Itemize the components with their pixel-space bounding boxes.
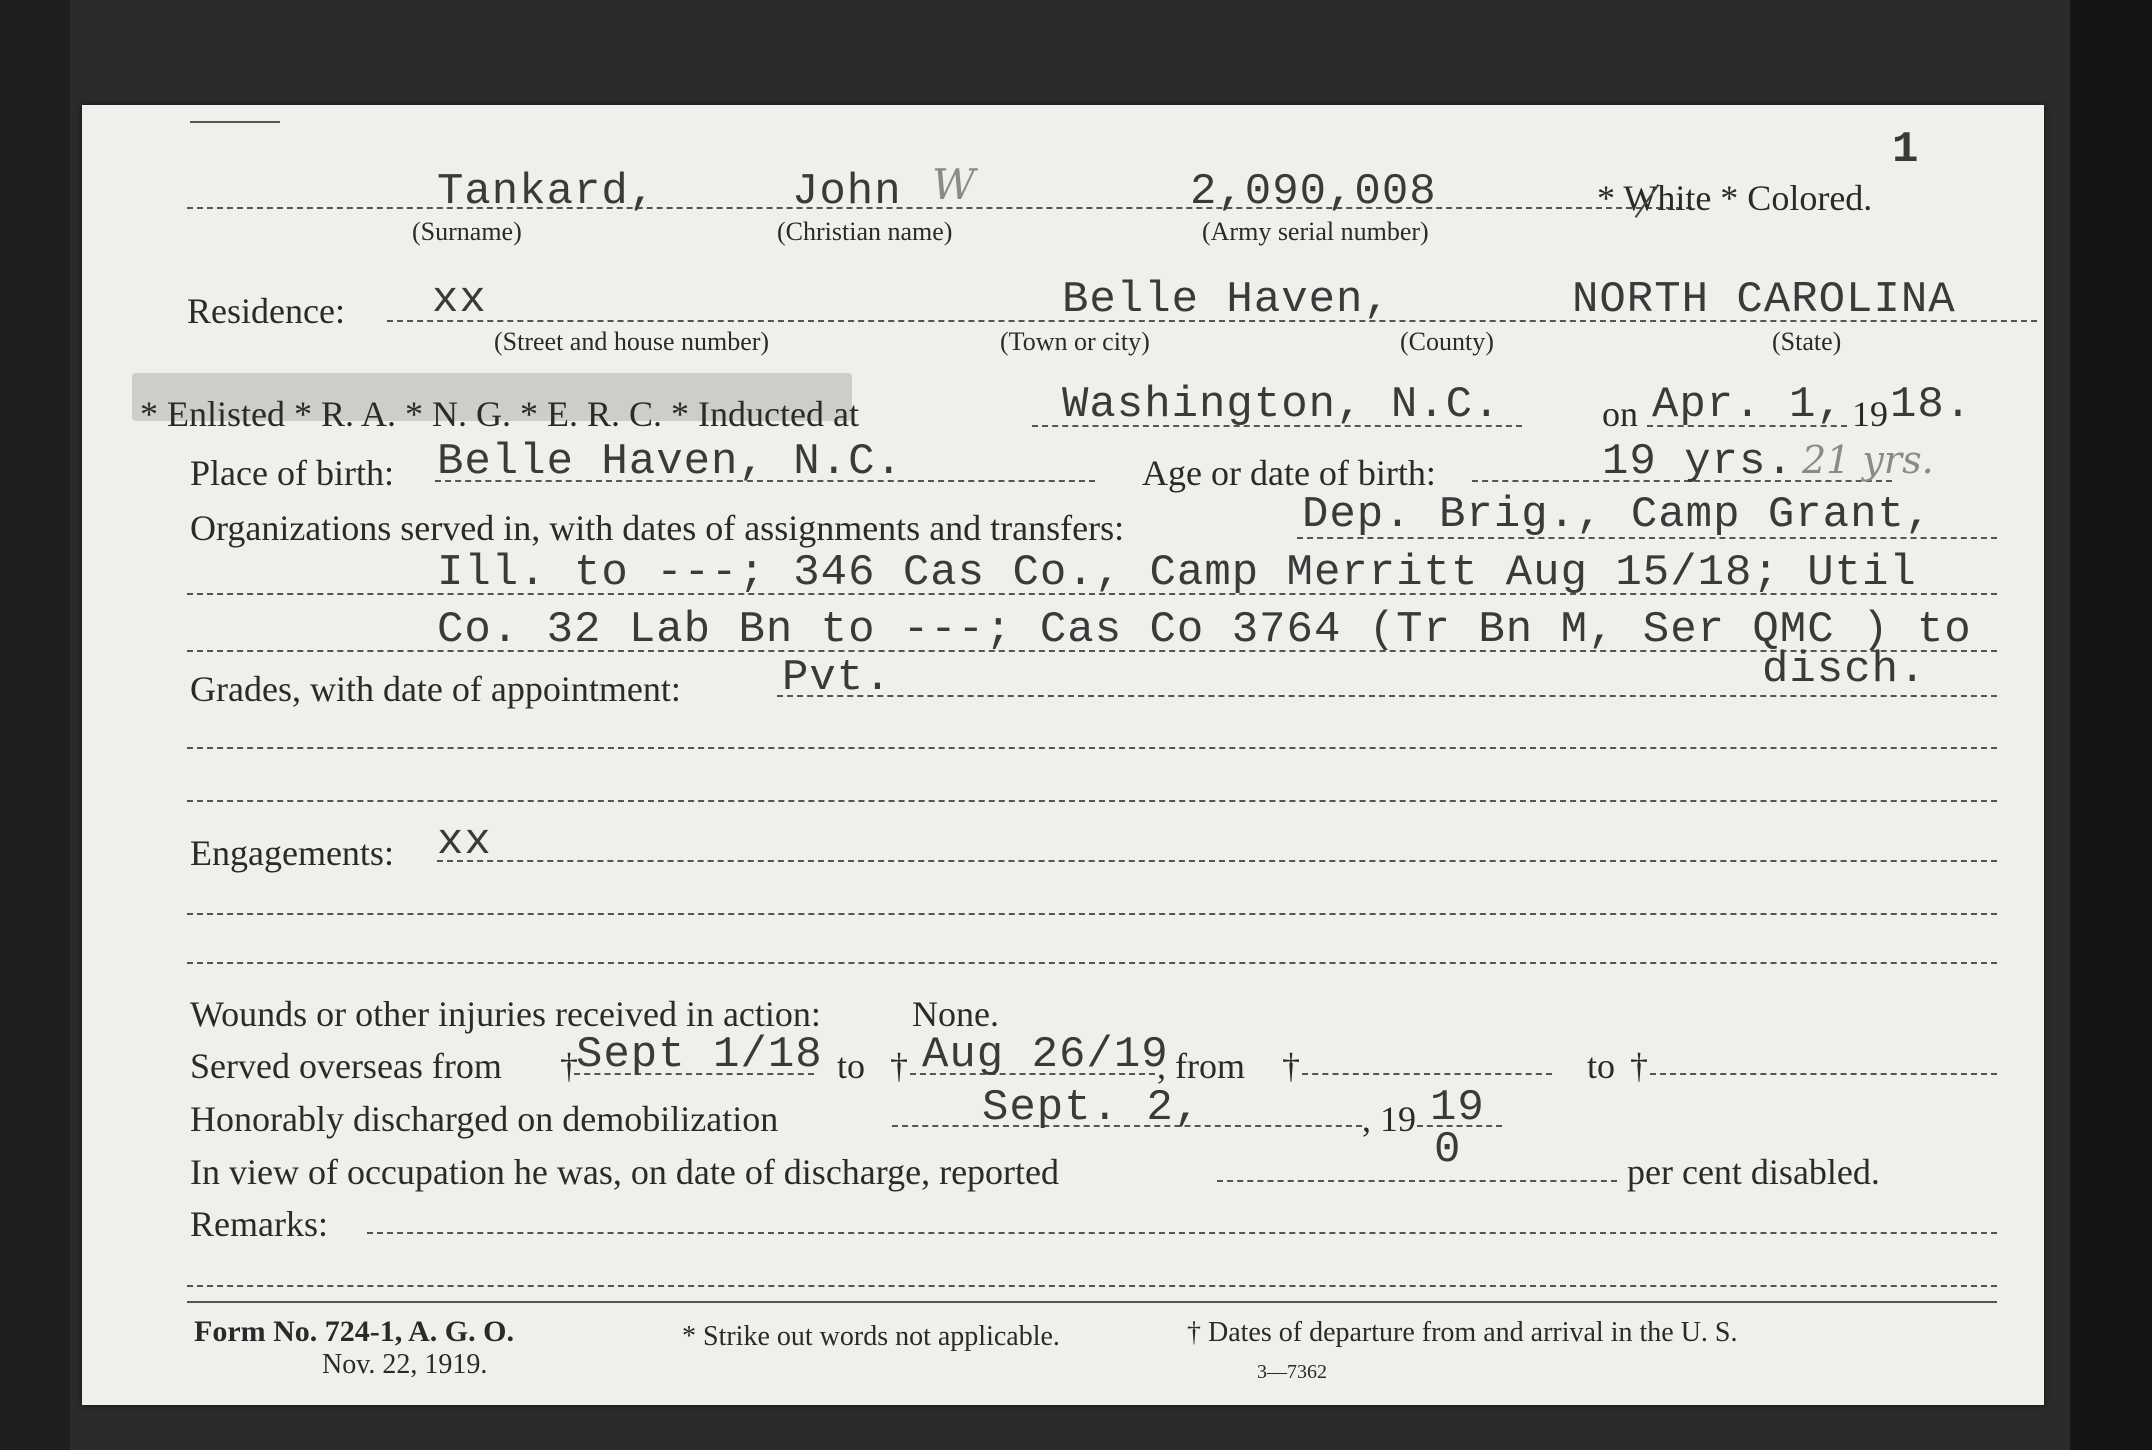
birth-place: Belle Haven, N.C. xyxy=(437,437,903,487)
race-options: * White * Colored. xyxy=(1597,178,1873,218)
organizations-line2: Ill. to ---; 346 Cas Co., Camp Merritt Aug 15/18; Util xyxy=(437,548,1917,598)
residence-label: Residence: xyxy=(187,291,345,331)
disability-suffix: per cent disabled. xyxy=(1627,1152,1880,1192)
footnote-dates: † Dates of departure from and arrival in the U. S. xyxy=(1187,1317,1738,1348)
town-caption: (Town or city) xyxy=(1000,327,1150,356)
overseas-from-line-2 xyxy=(1302,1073,1552,1075)
enlistment-options: * Enlisted * R. A. * N. G. * E. R. C. * Inducted at xyxy=(140,394,859,434)
form-number: Form No. 724-1, A. G. O. xyxy=(194,1315,514,1348)
street-caption: (Street and house number) xyxy=(494,327,770,356)
age-handwritten: 21 yrs. xyxy=(1802,438,1934,482)
wounds-value: None. xyxy=(912,994,999,1034)
blank-line-1 xyxy=(187,747,1997,749)
county-caption: (County) xyxy=(1400,327,1494,356)
enlisted-date: Apr. 1, xyxy=(1652,380,1844,430)
overseas-dagger-3: † xyxy=(1282,1046,1300,1086)
grades-line xyxy=(777,695,1997,697)
scan-right-border xyxy=(2070,0,2152,1450)
grades-label: Grades, with date of appointment: xyxy=(190,669,681,709)
blank-line-2 xyxy=(187,800,1997,802)
army-serial-number: 2,090,008 xyxy=(1190,167,1437,217)
print-code: 3—7362 xyxy=(1257,1361,1327,1383)
disability-label: In view of occupation he was, on date of discharge, reported xyxy=(190,1152,1060,1192)
organizations-line4: disch. xyxy=(1762,645,1927,695)
overseas-dagger-1: † xyxy=(560,1046,578,1086)
christian-name: John xyxy=(792,167,902,217)
form-date: Nov. 22, 1919. xyxy=(322,1349,488,1380)
remarks-line-1 xyxy=(367,1232,1997,1234)
middle-initial-handwritten: W xyxy=(932,160,976,209)
remarks-label: Remarks: xyxy=(190,1204,328,1244)
surname: Tankard, xyxy=(437,167,657,217)
residence-street: xx xyxy=(432,275,487,325)
residence-state: NORTH CAROLINA xyxy=(1572,275,1956,325)
residence-town: Belle Haven, xyxy=(1062,275,1391,325)
surname-caption: (Surname) xyxy=(412,217,522,246)
discharge-label: Honorably discharged on demobilization xyxy=(190,1099,779,1139)
overseas-to-date: Aug 26/19 xyxy=(922,1030,1169,1080)
overseas-dagger-2: † xyxy=(890,1046,908,1086)
serial-caption: (Army serial number) xyxy=(1202,217,1429,246)
grades-value: Pvt. xyxy=(782,653,892,703)
overseas-from-label-2: , from xyxy=(1157,1046,1245,1086)
age-label: Age or date of birth: xyxy=(1142,453,1436,493)
overseas-to-line-2 xyxy=(1650,1073,1997,1075)
discharge-date: Sept. 2, xyxy=(982,1083,1202,1133)
footer-rule xyxy=(187,1301,1997,1303)
discharge-year-suffix: 19 xyxy=(1430,1083,1485,1133)
overseas-from-date: Sept 1/18 xyxy=(576,1030,823,1080)
organizations-label: Organizations served in, with dates of assignments and transfers: xyxy=(190,508,1125,548)
inducted-place: Washington, N.C. xyxy=(1062,380,1501,430)
scan-left-border xyxy=(0,0,70,1450)
discharge-year-prefix: , 19 xyxy=(1362,1099,1416,1139)
disability-value: 0 xyxy=(1434,1125,1462,1175)
organizations-line3: Co. 32 Lab Bn to ---; Cas Co 3764 (Tr Bn M, Ser QMC ) to xyxy=(437,605,1972,655)
wounds-label: Wounds or other injuries received in action: xyxy=(190,994,821,1034)
footnote-strike: * Strike out words not applicable. xyxy=(682,1321,1060,1352)
disability-line xyxy=(1217,1180,1617,1182)
overseas-to-label-2: to xyxy=(1587,1046,1616,1086)
overseas-to-label: to xyxy=(837,1046,866,1086)
top-left-mark xyxy=(190,121,280,123)
card-number: 1 xyxy=(1892,125,1920,175)
enlisted-year-suffix: 18. xyxy=(1890,380,1973,430)
overseas-dagger-4: † xyxy=(1630,1046,1648,1086)
blank-line-3 xyxy=(187,913,1997,915)
organizations-line1: Dep. Brig., Camp Grant, xyxy=(1302,490,1933,540)
blank-line-4 xyxy=(187,962,1997,964)
enlisted-year-prefix: 19 xyxy=(1852,394,1888,434)
service-record-card xyxy=(82,105,2044,1405)
overseas-label: Served overseas from xyxy=(190,1046,502,1086)
age-value: 19 yrs. xyxy=(1602,437,1794,487)
engagements-value: xx xyxy=(437,817,492,867)
state-caption: (State) xyxy=(1772,327,1842,356)
remarks-line-2 xyxy=(187,1285,1997,1287)
engagements-label: Engagements: xyxy=(190,833,394,873)
on-label: on xyxy=(1602,394,1638,434)
christian-name-caption: (Christian name) xyxy=(777,217,953,246)
engagements-line xyxy=(437,860,1997,862)
birth-place-label: Place of birth: xyxy=(190,453,394,493)
